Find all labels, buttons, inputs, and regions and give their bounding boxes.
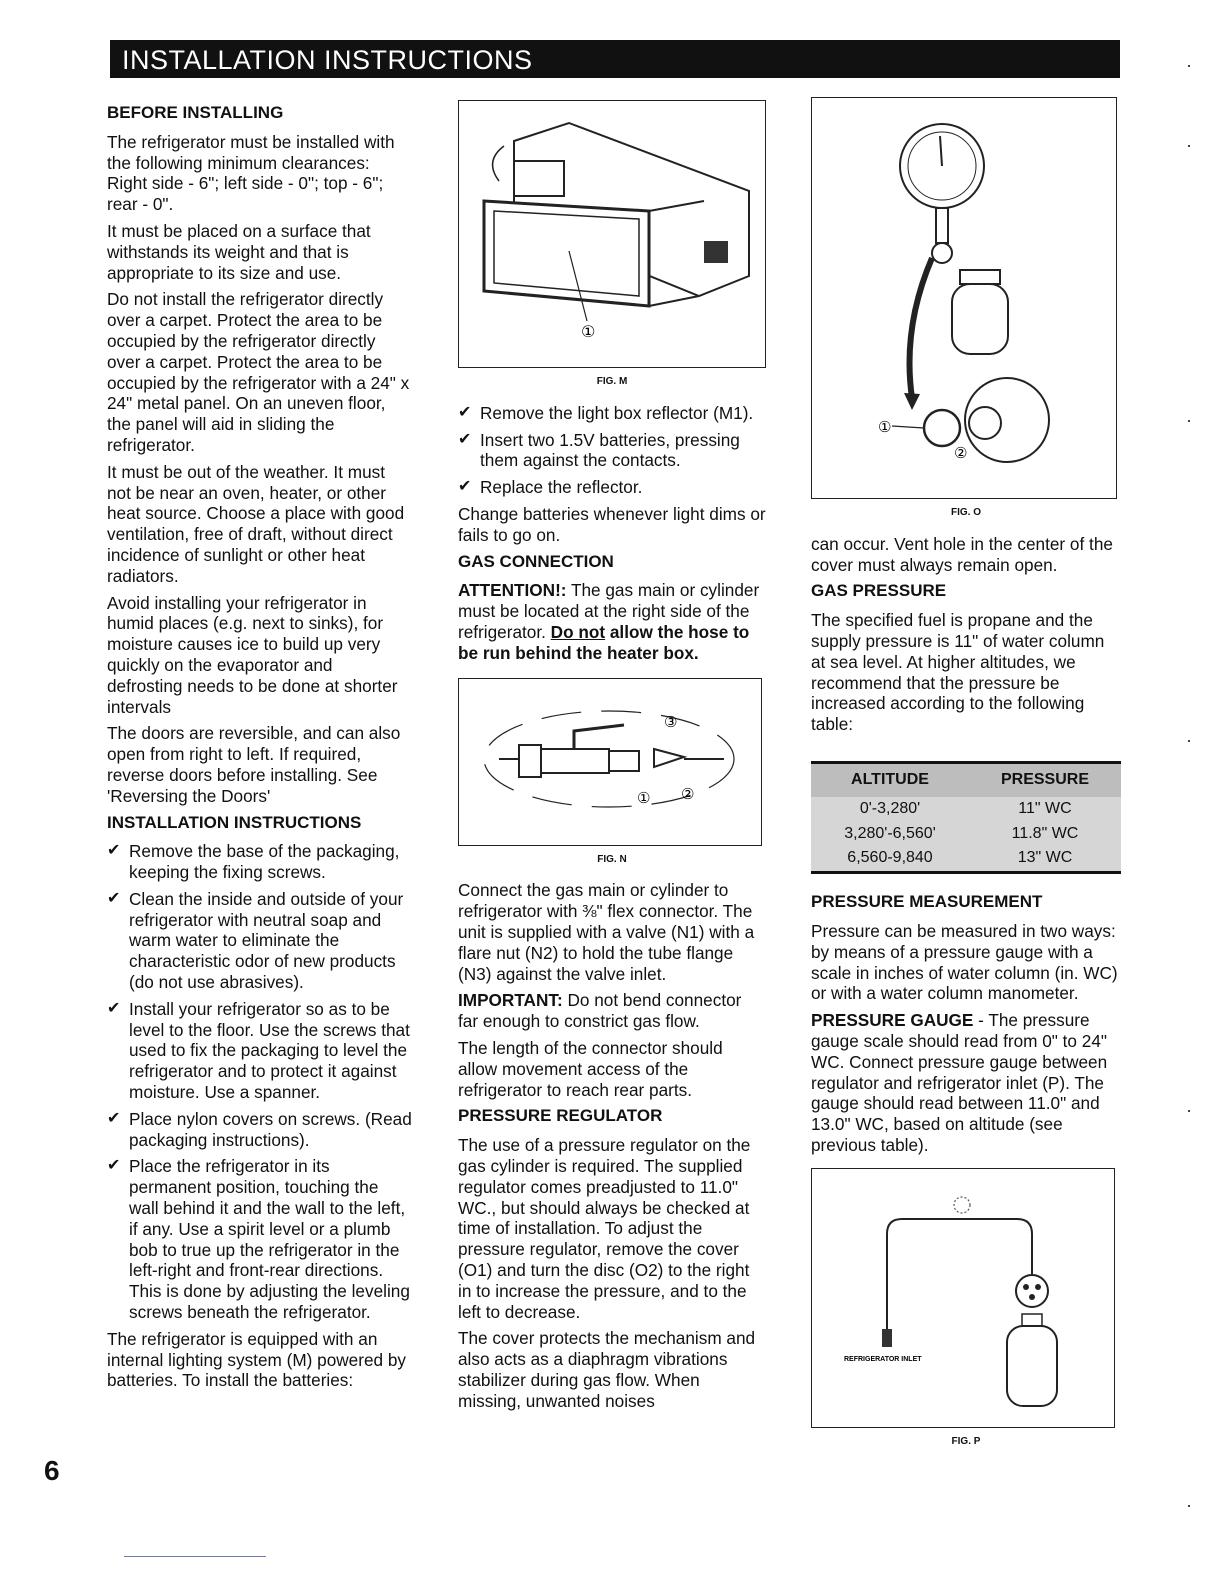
list-item: ✔ Remove the light box reflector (M1). (458, 403, 766, 424)
figure-p (811, 1168, 1115, 1428)
table-row (811, 822, 1121, 847)
paragraph-measurement: Pressure can be measured in two ways: by means of a pressure gauge with a scale in inches of water column (in. WC) or with a water column manometer. (811, 920, 1118, 1004)
list-item: ✔ Place the refrigerator in its permanent position, touching the wall behind it and the wall to the left, if any. Use a spirit level or a plumb bob to true up the refrigerator in the left-right and front-rear directions. This is done by adjusting the leveling screws beneath the refrigerator. (107, 1156, 412, 1322)
callout-1: ① (581, 322, 596, 341)
regulator-illustration (812, 98, 1115, 497)
table-cell: 6,560-9,840 (811, 846, 969, 872)
paragraph-lighting: The refrigerator is equipped with an internal lighting system (M) powered by batteries. To install the batteries: (107, 1328, 406, 1391)
edge-mark (1188, 420, 1190, 422)
heading-before-installing: BEFORE INSTALLING (107, 103, 284, 122)
refrigerator-inlet-label: REFRIGERATOR INLET (844, 1355, 922, 1363)
gauge-connection-illustration (812, 1169, 1112, 1425)
table-row (811, 846, 1121, 872)
paragraph-gas-pressure: The specified fuel is propane and the supply pressure is 11" of water column at sea level. At higher altitudes, we recommend that the pressure be increased according to the following table: (811, 610, 1105, 735)
column-3 (811, 97, 1121, 1463)
table-cell: 13" WC (969, 846, 1121, 872)
edge-mark (1188, 1505, 1190, 1507)
footer-rule (124, 1556, 266, 1557)
list-item: ✔ Replace the reflector. (458, 477, 766, 498)
table-header: ALTITUDE (811, 762, 969, 796)
callout-2: ② (681, 784, 695, 803)
callout-3: ③ (664, 712, 678, 731)
paragraph-humid: Avoid installing your refrigerator in humid places (e.g. next to sinks), for moisture causes ice to build up very quickly on the evaporator and defrosting needs to be done at shorter intervals (107, 592, 398, 717)
install-steps-list (107, 841, 412, 1323)
callout-1: ① (878, 418, 892, 436)
table-row (811, 797, 1121, 822)
caption-fig-n: FIG. N (597, 853, 627, 865)
heading-pressure-regulator: PRESSURE REGULATOR (458, 1106, 663, 1126)
page-number: 6 (44, 1455, 60, 1486)
table-cell: 0'-3,280' (811, 797, 969, 822)
callout-2: ② (954, 444, 968, 462)
valve-illustration (459, 679, 759, 844)
caption-fig-o: FIG. O (951, 507, 981, 518)
caption-fig-p: FIG. P (951, 1435, 981, 1447)
paragraph-surface: It must be placed on a surface that withstands its weight and that is appropriate to its size and use. (107, 220, 371, 283)
heading-installation-instructions: INSTALLATION INSTRUCTIONS (107, 812, 362, 832)
paragraph-length: The length of the connector should allow movement access of the refrigerator to reach rear parts. (458, 1037, 723, 1100)
list-item: ✔ Remove the base of the packaging, keeping the fixing screws. (107, 841, 412, 883)
list-item: ✔ Insert two 1.5V batteries, pressing them against the contacts. (458, 430, 766, 472)
battery-steps-list (458, 403, 766, 498)
edge-mark (1188, 1110, 1190, 1112)
list-item: ✔ Install your refrigerator so as to be level to the floor. Use the screws that used to fix the packaging to level the refrigerator and to protect it against moisture. Use a spanner. (107, 999, 412, 1103)
table-header: PRESSURE (969, 762, 1121, 796)
paragraph-weather: It must be out of the weather. It must not be near an oven, heater, or other heat source. Choose a place with good ventilation, free of draft, without direct incidence of sunlight or other heat radiators. (107, 461, 405, 586)
light-box-illustration (459, 101, 764, 366)
table-cell: 11.8" WC (969, 822, 1121, 847)
edge-mark (1188, 740, 1190, 742)
edge-mark (1188, 145, 1190, 147)
altitude-pressure-table (811, 761, 1121, 874)
figure-o (811, 97, 1117, 499)
list-item: ✔ Place nylon covers on screws. (Read packaging instructions). (107, 1109, 412, 1151)
callout-1: ① (637, 788, 651, 807)
heading-gas-connection: GAS CONNECTION (458, 551, 614, 571)
page-header: INSTALLATION INSTRUCTIONS (110, 40, 1120, 78)
heading-gas-pressure: GAS PRESSURE (811, 581, 947, 601)
paragraph-attention: ATTENTION!: The gas main or cylinder must be located at the right side of the refrigerator. Do not allow the hose to be run behind the heater box. (458, 580, 760, 663)
column-1 (107, 97, 412, 1397)
edge-mark (1188, 65, 1190, 67)
list-item: ✔ Clean the inside and outside of your refrigerator with neutral soap and warm water to eliminate the characteristic odor of new products (do not use abrasives). (107, 889, 412, 993)
paragraph-important: IMPORTANT: Do not bend connector far enough to constrict gas flow. (458, 990, 742, 1032)
paragraph-doors: The doors are reversible, and can also open from right to left. If required, reverse doors before installing. See 'Reversing the Doors' (107, 723, 401, 806)
paragraph-carpet: Do not install the refrigerator directly over a carpet. Protect the area to be occupied by the refrigerator directly over a carpet. Protect the area to be occupied by the refrigerator with a 24" x 24" metal panel. On an uneven floor, the panel will aid in sliding the refrigerator. (107, 289, 410, 455)
table-cell: 3,280'-6,560' (811, 822, 969, 847)
paragraph-cover: The cover protects the mechanism and also acts as a diaphragm vibrations stabilizer during gas flow. When missing, unwanted noises (458, 1328, 756, 1411)
table-header-row (811, 762, 1121, 796)
figure-n (458, 678, 762, 846)
paragraph-connect: Connect the gas main or cylinder to refrigerator with ⅜" flex connector. The unit is supplied with a valve (N1) with a flare nut (N2) to hold the tube flange (N3) against the valve inlet. (458, 880, 755, 984)
paragraph-clearances: The refrigerator must be installed with the following minimum clearances: Right side - 6"; left side - 0"; top - 6"; rear - 0". (107, 131, 395, 215)
heading-pressure-measurement: PRESSURE MEASUREMENT (811, 892, 1043, 912)
caption-fig-m: FIG. M (596, 376, 628, 387)
paragraph-vent: can occur. Vent hole in the center of the cover must always remain open. (811, 533, 1113, 575)
paragraph-pressure-gauge: PRESSURE GAUGE - The pressure gauge scale should read from 0" to 24" WC. Connect pressure gauge between regulator and refrigerator inlet (P). The gauge should read between 11.0" and 13.0" WC, based on altitude (see previous table). (811, 1010, 1108, 1155)
paragraph-change-batteries: Change batteries whenever light dims or fails to go on. (458, 503, 766, 545)
paragraph-regulator: The use of a pressure regulator on the gas cylinder is required. The supplied regulator comes preadjusted to 11.0" WC., but should always be checked at time of installation. To adjust the pressure regulator, remove the cover (O1) and turn the disc (O2) to the right in to increase the pressure, and to the left to decrease. (458, 1135, 751, 1322)
figure-m (458, 100, 766, 368)
table-cell: 11" WC (969, 797, 1121, 822)
column-2 (458, 100, 766, 1417)
